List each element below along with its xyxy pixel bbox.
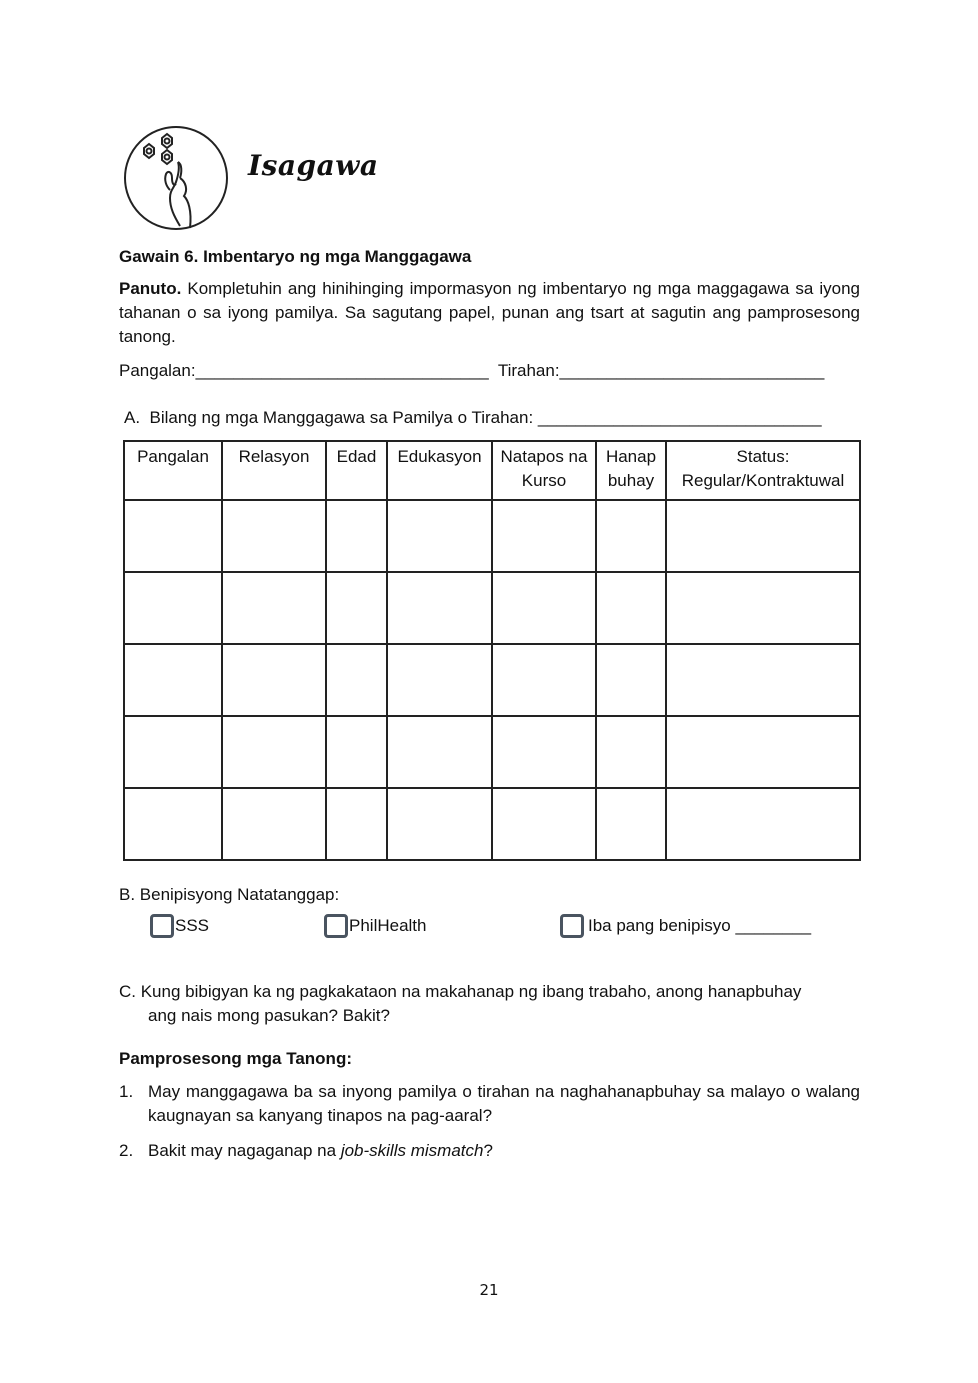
checkbox-sss[interactable]	[150, 914, 174, 938]
table-cell[interactable]	[492, 644, 596, 716]
table-cell[interactable]	[492, 572, 596, 644]
checkbox-philhealth[interactable]	[324, 914, 348, 938]
question-2-number: 2.	[119, 1141, 134, 1160]
checkbox-other[interactable]	[560, 914, 584, 938]
worker-inventory-table	[123, 440, 861, 861]
name-address-line	[119, 359, 824, 383]
table-cell[interactable]	[492, 716, 596, 788]
table-row	[124, 644, 860, 716]
part-c-line1: C. Kung bibigyan ka ng pagkakataon na makahanap ng ibang trabaho, anong hanapbuhay	[119, 982, 802, 1001]
table-cell[interactable]	[124, 788, 222, 860]
table-row	[124, 572, 860, 644]
page-number: 21	[479, 1281, 499, 1299]
table-cell[interactable]	[492, 500, 596, 572]
table-cell[interactable]	[596, 500, 666, 572]
table-cell[interactable]	[492, 788, 596, 860]
table-cell[interactable]	[222, 644, 326, 716]
part-c	[119, 980, 860, 1028]
table-row	[124, 716, 860, 788]
header-edad: Edad	[326, 441, 387, 500]
table-cell[interactable]	[124, 500, 222, 572]
header-edukasyon: Edukasyon	[387, 441, 492, 500]
hand-with-gears-icon	[122, 124, 230, 232]
table-cell[interactable]	[222, 500, 326, 572]
table-row	[124, 788, 860, 860]
table-cell[interactable]	[387, 644, 492, 716]
benefit-option-other[interactable]	[560, 914, 811, 938]
part-c-line2: ang nais mong pasukan? Bakit?	[148, 1006, 390, 1025]
table-cell[interactable]	[596, 572, 666, 644]
benefit-label-other: Iba pang benipisyo ________	[588, 916, 812, 935]
header-hanapbuhay: Hanap buhay	[596, 441, 666, 500]
part-a-text: Bilang ng mga Manggagawa sa Pamilya o Tirahan:	[149, 408, 538, 427]
benefit-option-philhealth[interactable]	[324, 914, 427, 938]
part-a-label: A.	[124, 408, 141, 427]
table-cell[interactable]	[596, 716, 666, 788]
table-cell[interactable]	[124, 644, 222, 716]
benefit-label-sss: SSS	[175, 916, 210, 935]
table-cell[interactable]	[326, 644, 387, 716]
header-status: Status: Regular/Kontraktuwal	[666, 441, 860, 500]
table-cell[interactable]	[124, 716, 222, 788]
processing-title: Pamprosesong mga Tanong:	[119, 1049, 352, 1068]
part-a	[124, 406, 822, 430]
table-cell[interactable]	[326, 500, 387, 572]
address-blank[interactable]: ____________________________	[559, 361, 825, 380]
question-1-text: May manggagawa ba sa inyong pamilya o tirahan na naghahanapbuhay sa malayo o walang kaugnayan sa kanyang tinapos na pag-aaral?	[148, 1082, 860, 1125]
question-1-number: 1.	[119, 1082, 134, 1101]
table-header-row	[124, 441, 860, 500]
table-cell[interactable]	[666, 716, 860, 788]
instructions-label: Panuto.	[119, 279, 182, 298]
table-cell[interactable]	[222, 716, 326, 788]
part-b-label: B. Benipisyong Natatanggap:	[119, 885, 340, 904]
table-cell[interactable]	[326, 572, 387, 644]
name-label: Pangalan:	[119, 361, 196, 380]
table-cell[interactable]	[387, 572, 492, 644]
header-relasyon: Relasyon	[222, 441, 326, 500]
table-cell[interactable]	[326, 788, 387, 860]
question-1	[119, 1080, 860, 1128]
table-cell[interactable]	[666, 500, 860, 572]
benefit-option-sss[interactable]	[150, 914, 209, 938]
table-cell[interactable]	[387, 788, 492, 860]
benefit-label-philhealth: PhilHealth	[349, 916, 427, 935]
part-a-blank[interactable]: ______________________________	[537, 408, 822, 427]
header-pangalan: Pangalan	[124, 441, 222, 500]
instructions-text: Kompletuhin ang hinihinging impormasyon ng imbentaryo ng mga maggagawa sa iyong tahanan o sa iyong pamilya. Sa sagutang papel, punan ang tsart at sagutin ang pamprosesong tanong.	[119, 279, 860, 346]
question-2-text: Bakit may nagaganap na job-skills mismatch?	[148, 1141, 493, 1160]
table-row	[124, 500, 860, 572]
question-2	[119, 1139, 860, 1163]
table-cell[interactable]	[222, 788, 326, 860]
table-cell[interactable]	[596, 644, 666, 716]
table-cell[interactable]	[666, 644, 860, 716]
table-cell[interactable]	[596, 788, 666, 860]
name-blank[interactable]: _______________________________	[195, 361, 489, 380]
section-title: Isagawa	[248, 149, 379, 182]
table-cell[interactable]	[387, 500, 492, 572]
table-cell[interactable]	[666, 788, 860, 860]
table-cell[interactable]	[124, 572, 222, 644]
instructions	[119, 277, 860, 349]
table-cell[interactable]	[222, 572, 326, 644]
table-cell[interactable]	[666, 572, 860, 644]
header-natapos-na-kurso: Natapos na Kurso	[492, 441, 596, 500]
address-label: Tirahan:	[497, 361, 560, 380]
table-cell[interactable]	[387, 716, 492, 788]
table-cell[interactable]	[326, 716, 387, 788]
activity-title: Gawain 6. Imbentaryo ng mga Manggagawa	[119, 247, 472, 266]
